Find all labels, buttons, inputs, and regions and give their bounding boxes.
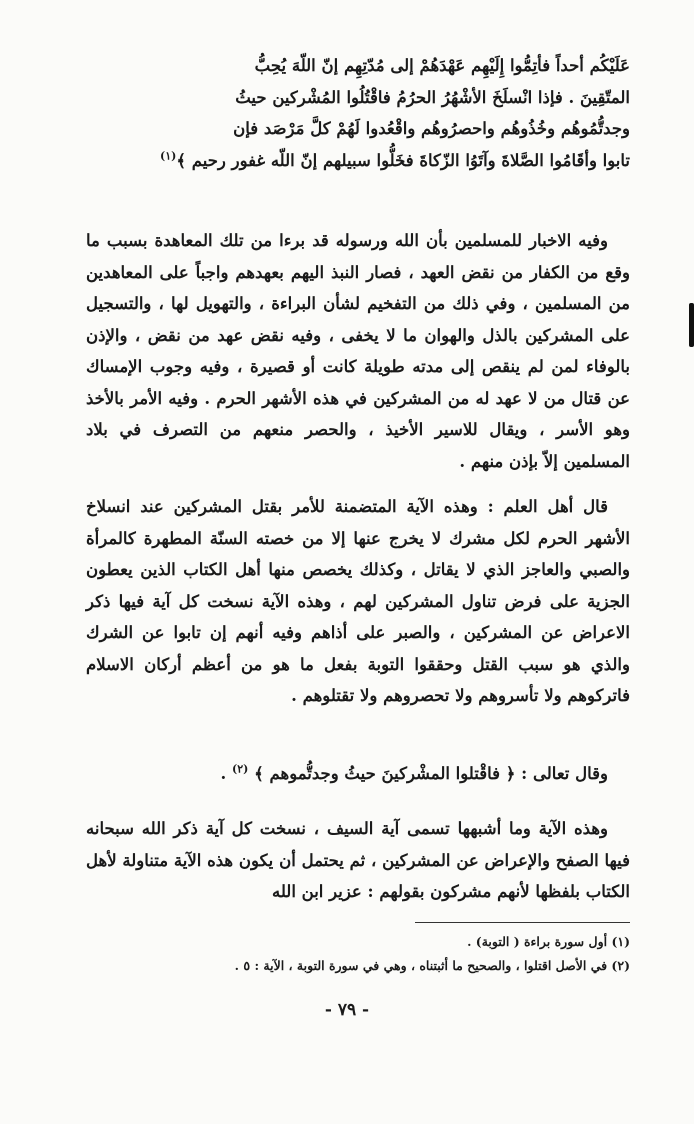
footnote-reference: (١) [159,149,177,162]
page-edge-mark [689,303,694,347]
paragraph-2 [86,491,630,712]
quote-line: عَلَيْكُم أحداً فأتِمُّوا إِلَيْهِم عَهْدَهُمْ إلى مُدّتِهِم إنّ اللّهَ يُحِبُّ [254,56,630,75]
quote-line-text: تابوا وأقَامُوا الصَّلاةَ وآتَوُا الزّكاةَ فخَلُّوا سبيلهم إنّ اللّه غفور رحيم ﴾ [176,150,630,170]
footnote-1: (١) أول سورة براءة ( التوبة) . [467,934,630,949]
verse-text: وقال تعالى : ﴿ فاقْتلوا المشْركينَ حيثُ وجدتُّموهم ﴾ [254,764,608,783]
paragraph-3 [86,758,630,790]
footnote-2: (٢) في الأصل اقتلوا ، والصحيح ما أثبتناه ، وهي في سورة التوبة ، الآية : ٥ . [234,958,630,973]
paragraph-text: قال أهل العلم : وهذه الآية المتضمنة للأمر بقتل المشركين عند انسلاخ الأشهر الحرم لكل مشرك لا يخرج عنها إلا من خصته السنّة المطهرة كالمرأة والصبي والعاجز الذي لا يقاتل ، وكذلك يخصص منها أهل الكتاب الذين يعطون الجزية على فرض تناول المشركين لهم ، وهذه الآية نسخت كل آية فيها ذكر الاعراض عن المشركين ، والصبر على أذاهم وفيه أنهم إن تابوا عن الشرك والذي هو سبب القتل وحققوا التوبة بفعل ما هو من أعظم أركان الاسلام فاتركوهم ولا تأسروهم ولا تحصروهم ولا تقتلوهم . [86,497,630,705]
page-number: - ٧٩ - [324,1000,370,1020]
verse-citation [86,758,630,790]
footnotes [86,930,630,978]
paragraph-1 [86,225,630,477]
verse-end: . [220,764,232,783]
quote-line: وجدتُّمُوهُم وخُذُوهُم واحصرُوهُم واقْعُدوا لَهُمْ كلَّ مَرْصَد فإن [233,119,630,138]
quran-quote [86,50,630,176]
paragraph-text: وهذه الآية وما أشبهها تسمى آية السيف ، نسخت كل آية ذكر الله سبحانه فيها الصفح والإعراض عن المشركين ، ثم يحتمل أن يكون هذه الآية متناولة لأهل الكتاب بلفظها لأنهم مشركون بقولهم : عزير ابن الله [86,819,630,901]
paragraph-text: وفيه الاخبار للمسلمين بأن الله ورسوله قد برءا من تلك المعاهدة بسبب ما وقع من الكفار من نقض العهد ، فصار النبذ اليهم بعهدهم واجباً على المعاهدين من المسلمين ، وفي ذلك من التفخيم لشأن البراءة ، والتهويل لها ، والتسجيل على المشركين بالذل والهوان ما لا يخفى ، وفيه نقض عهد من نقض ، والإذن بالوفاء لمن لم ينقص إلى مدته طويلة كانت أو قصيرة ، وفيه وجوب الإمساك عن قتال من لا عهد له من المشركين في هذه الأشهر الحرم . وفيه الأمر بالأخذ وهو الأسر ، ويقال للاسير الأخيذ ، والحصر منعهم من التصرف في بلاد المسلمين إلاّ بإذن منهم . [86,231,630,471]
paragraph-4 [86,813,630,908]
footnote-separator [415,922,630,923]
quote-line: المتّقِينَ . فإذا انْسلَخَ الأشْهُرُ الحرُمُ فاقْتُلُوا المُشْركين حيثُ [235,87,630,107]
footnote-reference: (٢) [232,762,249,776]
quote-line [86,145,630,177]
